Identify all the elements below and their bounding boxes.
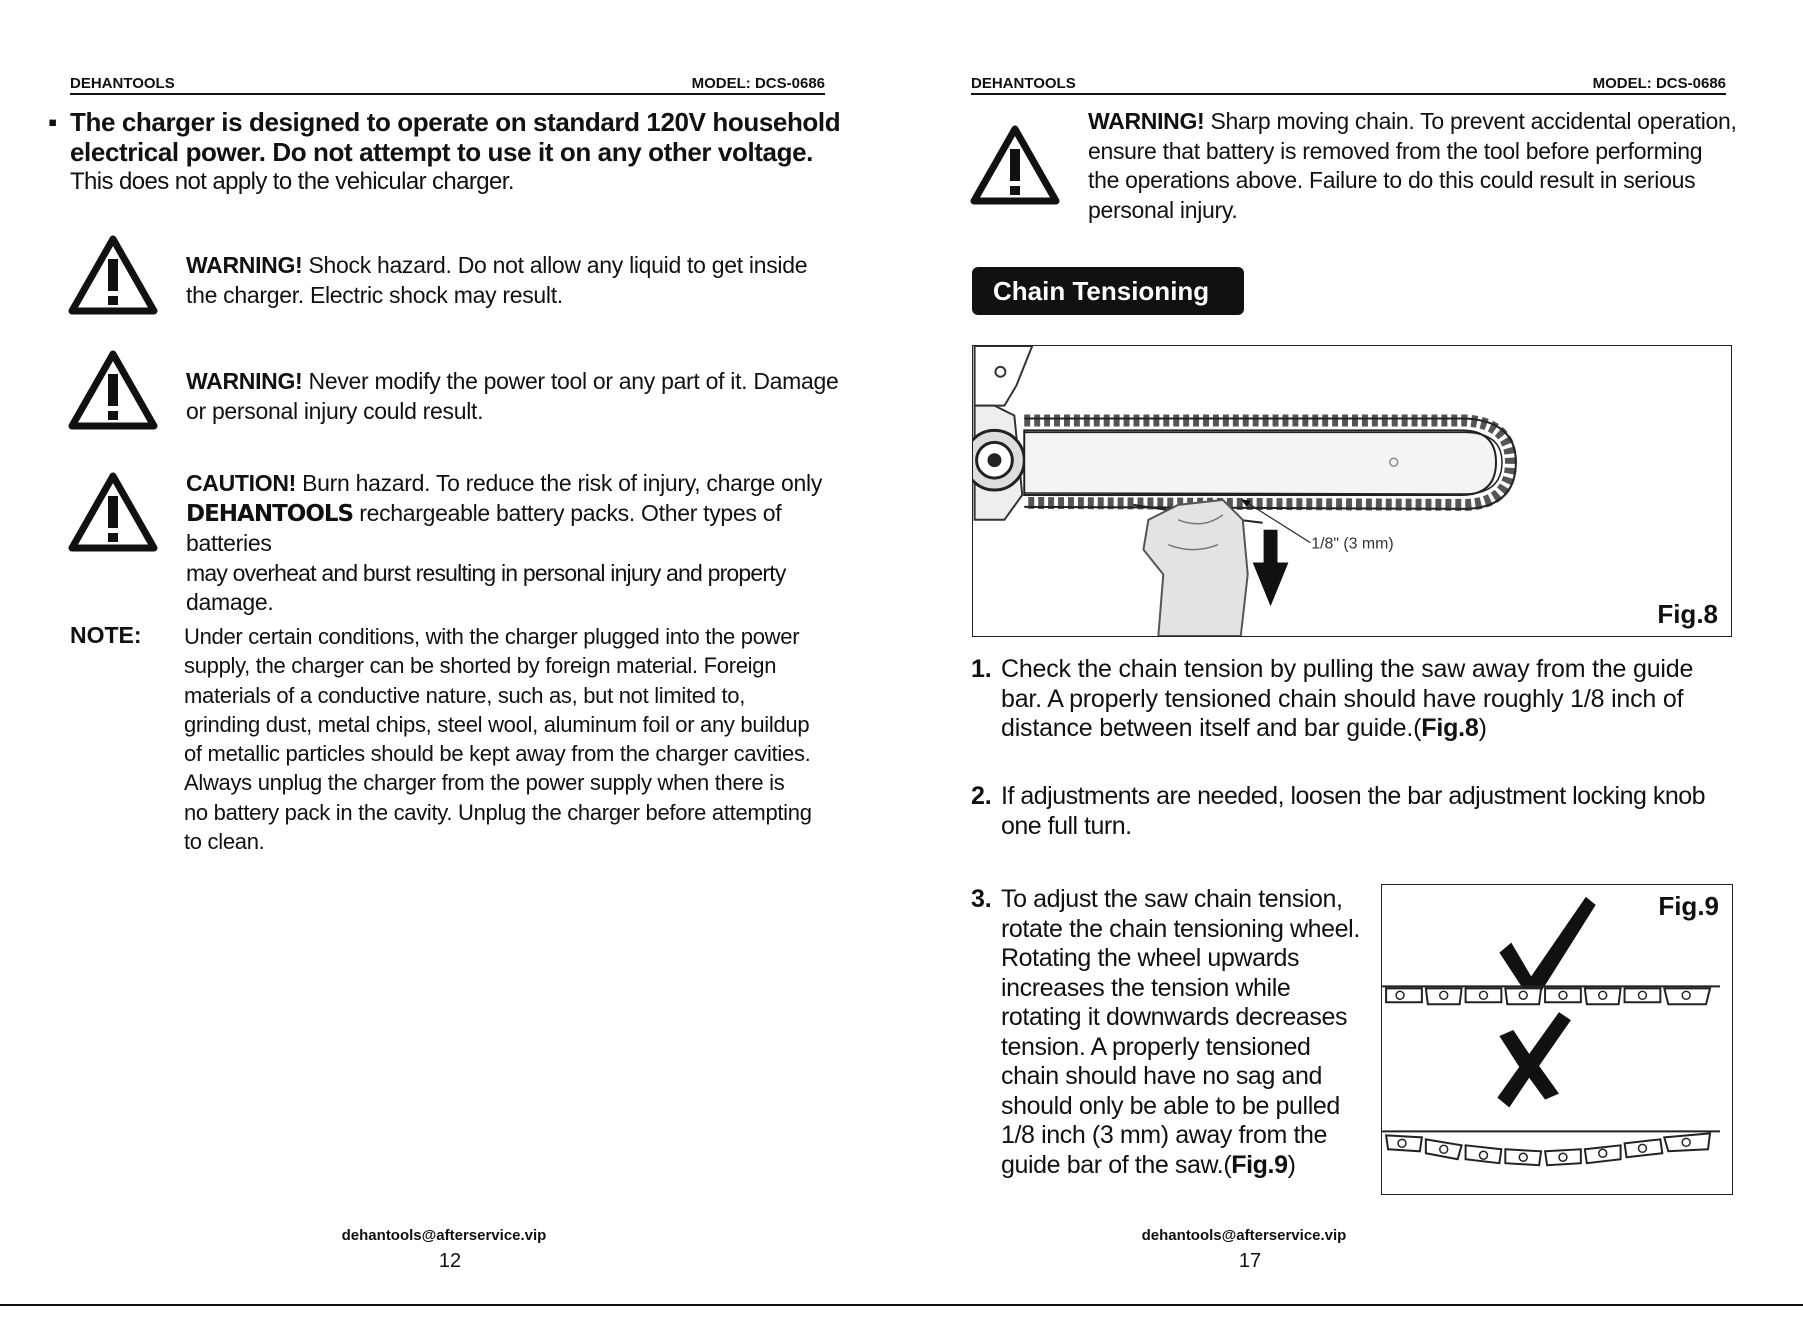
note-line: grinding dust, metal chips, steel wool, aluminum foil or any buildup — [184, 711, 810, 737]
step-3-text — [1001, 885, 1381, 1180]
page-number: 17 — [1238, 1250, 1262, 1272]
measurement-label: 1/8" (3 mm) — [1311, 535, 1394, 553]
fig-reference: Fig.9 — [1231, 1150, 1288, 1179]
warning-triangle-icon — [68, 350, 158, 430]
note-line: materials of a conductive nature, such as, but not limited to, — [184, 682, 746, 708]
step-number: 2. — [971, 782, 992, 810]
caution-brand: DEHANTOOLS — [186, 500, 354, 527]
step-number: 3. — [971, 885, 992, 913]
note-line: Under certain conditions, with the charger plugged into the power — [184, 624, 800, 649]
step-line: tension. A properly tensioned — [1001, 1032, 1311, 1061]
burn-caution-line-3: may overheat and burst resulting in personal injury and property — [186, 559, 786, 586]
chain-tension-drawing — [1382, 885, 1732, 1194]
step-line: To adjust the saw chain tension, — [1001, 885, 1343, 913]
note-line: no battery pack in the cavity. Unplug the charger before attempting — [184, 799, 812, 825]
step-line-text: distance between itself and bar guide.( — [1001, 714, 1422, 742]
step-line: rotating it downwards decreases — [1001, 1003, 1348, 1031]
caution-keyword: CAUTION! — [186, 470, 297, 496]
note-line: to clean. — [184, 829, 265, 855]
fig8-label: Fig.8 — [1657, 599, 1718, 629]
step-line: chain should have no sag and — [1001, 1062, 1323, 1090]
page-number: 12 — [438, 1250, 462, 1272]
warning-triangle-icon — [68, 472, 158, 552]
burn-caution-line-1: Burn hazard. To reduce the risk of injury, charge only — [296, 470, 823, 496]
header-model: MODEL: DCS-0686 — [1592, 75, 1726, 92]
step-line: should only be able to be pulled — [1001, 1091, 1340, 1120]
chain-warning-line-3: the operations above. Failure to do this could result in serious — [1088, 167, 1696, 193]
warning-triangle-icon — [970, 125, 1060, 205]
step-line: rotate the chain tensioning wheel. — [1001, 914, 1360, 943]
step-line: one full turn. — [1001, 811, 1132, 840]
voltage-line-2: electrical power. Do not attempt to use it on any other voltage. — [70, 137, 813, 167]
footer-email: dehantools@afterservice.vip — [1141, 1227, 1347, 1244]
bullet-marker: ▪ — [48, 107, 58, 137]
warning-keyword: WARNING! — [186, 368, 303, 394]
header-model: MODEL: DCS-0686 — [691, 75, 825, 92]
note-label: NOTE: — [70, 622, 142, 648]
note-line: supply, the charger can be shorted by foreign material. Foreign — [184, 653, 777, 679]
step-2-text — [1001, 782, 1705, 841]
step-line: bar. A properly tensioned chain should have roughly 1/8 inch of — [1001, 684, 1684, 713]
step-line: Rotating the wheel upwards — [1001, 944, 1300, 972]
footer-email: dehantools@afterservice.vip — [341, 1227, 547, 1244]
step-line-end: ) — [1287, 1150, 1296, 1179]
warning-keyword: WARNING! — [1088, 108, 1205, 134]
chain-warning-line-2: ensure that battery is removed from the tool before performing — [1088, 137, 1703, 164]
shock-warning-line-1: Shock hazard. Do not allow any liquid to get inside — [302, 252, 808, 278]
warning-keyword: WARNING! — [186, 252, 303, 278]
step-line — [1001, 714, 1693, 744]
chainsaw-bar-drawing — [973, 346, 1731, 636]
note-line: of metallic particles should be kept away from the charger cavities. — [184, 741, 811, 767]
fig8-chain-illustration — [972, 345, 1732, 637]
bottom-rule — [0, 1304, 1803, 1324]
chain-warning-line-1: Sharp moving chain. To prevent accidental operation, — [1204, 108, 1737, 134]
modify-warning — [186, 367, 846, 426]
right-page-header — [971, 75, 1726, 95]
fig9-label: Fig.9 — [1658, 891, 1719, 921]
chain-warning — [1088, 107, 1788, 225]
chain-warning-line-4: personal injury. — [1088, 196, 1238, 223]
step-line — [1001, 1151, 1381, 1181]
step-line-end: ) — [1478, 714, 1487, 742]
burn-caution — [186, 469, 866, 618]
cross-icon — [1497, 1012, 1571, 1107]
modify-warning-line-1: Never modify the power tool or any part of it. Damage — [302, 368, 839, 394]
note-line: Always unplug the charger from the power supply when there is — [184, 770, 785, 796]
header-brand: DEHANTOOLS — [971, 75, 1076, 92]
fig9-tension-comparison — [1381, 884, 1733, 1195]
left-page-header — [70, 75, 825, 95]
voltage-notice-bold — [70, 107, 870, 167]
burn-caution-line-2: rechargeable battery packs. Other types of batteries — [186, 499, 782, 556]
shock-warning — [186, 251, 846, 310]
step-line: 1/8 inch (3 mm) away from the — [1001, 1121, 1328, 1149]
warning-triangle-icon — [68, 235, 158, 315]
burn-caution-line-4: damage. — [186, 589, 274, 615]
voltage-notice-plain: This does not apply to the vehicular charger. — [70, 168, 514, 195]
section-title: Chain Tensioning — [972, 267, 1244, 315]
header-brand: DEHANTOOLS — [70, 75, 175, 92]
step-line: Check the chain tension by pulling the saw away from the guide — [1001, 655, 1694, 683]
right-page — [900, 0, 1803, 1304]
fig-reference: Fig.8 — [1421, 714, 1479, 742]
voltage-line-1: The charger is designed to operate on standard 120V household — [70, 107, 841, 137]
step-line-text: guide bar of the saw.( — [1001, 1150, 1232, 1179]
modify-warning-line-2: or personal injury could result. — [186, 397, 484, 424]
step-number: 1. — [971, 655, 992, 683]
left-page — [0, 0, 900, 1304]
shock-warning-line-2: the charger. Electric shock may result. — [186, 281, 563, 308]
step-1-text — [1001, 655, 1693, 744]
step-line: increases the tension while — [1001, 973, 1291, 1002]
step-line: If adjustments are needed, loosen the bar adjustment locking knob — [1001, 782, 1706, 810]
note-body — [184, 622, 844, 856]
